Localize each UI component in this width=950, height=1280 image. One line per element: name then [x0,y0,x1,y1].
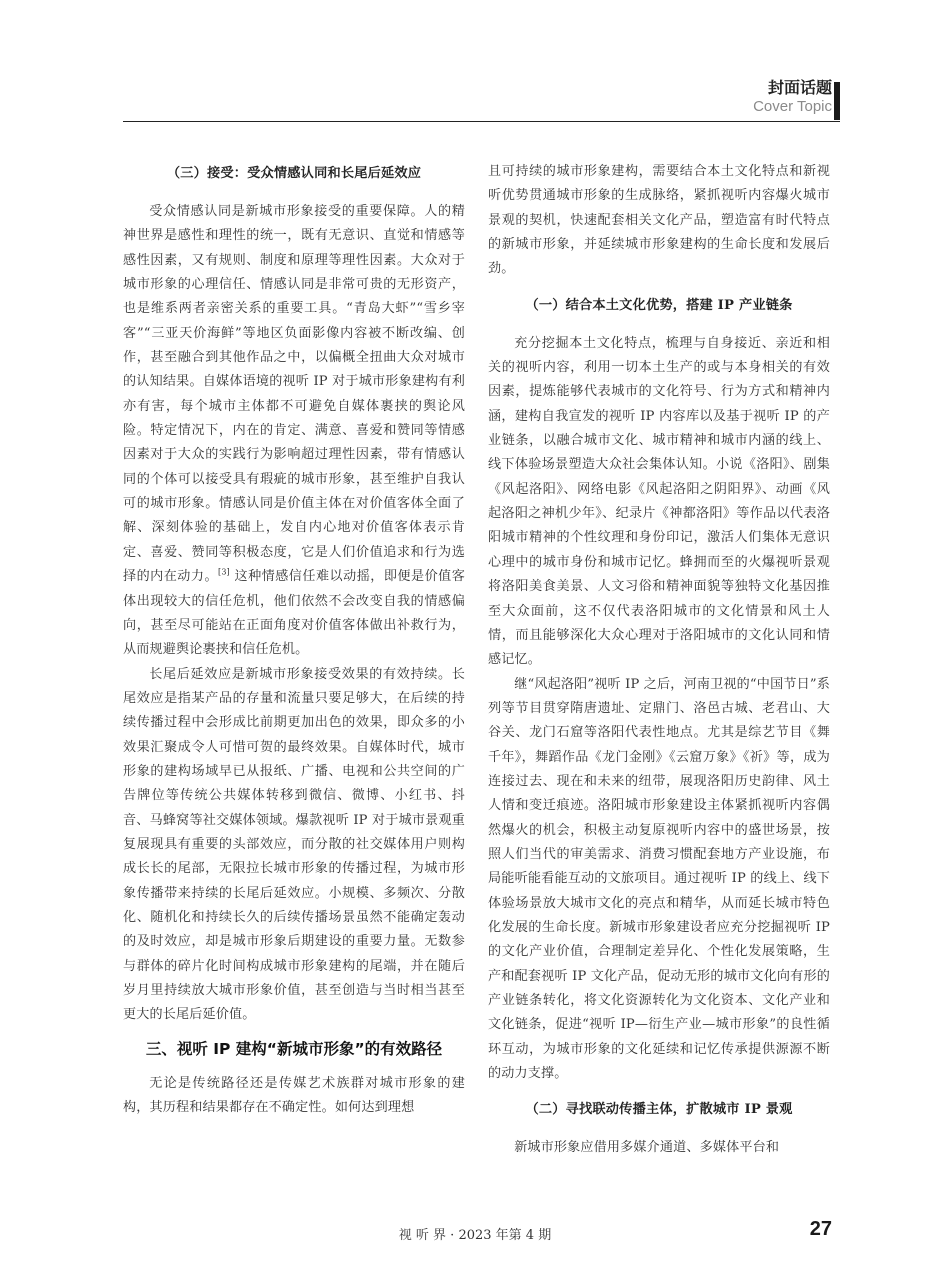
paragraph: 无论是传统路径还是传媒艺术族群对城市形象的建构，其历程和结果都存在不确定性。如何达到理想 [123,1075,465,1116]
subsection-heading: （一）结合本土文化优势，搭建 IP 产业链条 [525,297,793,313]
header-accent-bar [834,82,840,120]
citation-marker: [3] [218,567,230,577]
section-header [753,78,832,116]
section-heading: 三、视听 IP 建构“新城市形象”的有效路径 [145,1039,443,1058]
paragraph: 充分挖掘本土文化特点，梳理与自身接近、亲近和相关的视听内容，利用一切本土生产的或与本身相关的有效因素，提炼能够代表城市的文化符号、行为方式和精神内涵，建构自我宣发的视听 IP 内容库以及基于视听 IP 的产业链条，以融合城市文化、城市精神和城市内涵的线上、线下体验场景塑造大众社会集体认知。小说《洛阳》、剧集《风起洛阳》、网络电影《风起洛阳之阴阳界》、动画《风起洛阳之神机少年》、纪录片《神都洛阳》等作品以代表洛阳城市精神的个性纹理和身份印记，激活人们集体无意识心理中的城市身份和城市记忆。蜂拥而至的火爆视听景观将洛阳美食美景、人文习俗和精神面貌等独特文化基因推至大众面前，这不仅代表洛阳城市的文化情景和风土人情，而且能够深化大众心理对于洛阳城市的文化认同和情感记忆。 [488,335,830,668]
section-subtitle: Cover Topic [753,98,832,115]
subsection-heading: （三）接受：受众情感认同和长尾后延效应 [166,166,422,181]
paragraph: 继“风起洛阳”视听 IP 之后，河南卫视的“中国节日”系列等节目贯穿隋唐遗址、定鼎门、洛邑古城、老君山、大谷关、龙门石窟等洛阳代表性地点。尤其是综艺节目《舞千年》，舞蹈作品《龙门金刚》《云窟万象》《祈》等，成为连接过去、现在和未来的纽带，展现洛阳历史韵律、风土人情和变迁痕迹。洛阳城市形象建设主体紧抓视听内容偶然爆火的机会，积极主动复原视听内容中的盛世场景，按照人们当代的审美需求、消费习惯配套地方产业设施，布局能听能看能互动的文旅项目。通过视听 IP 的线上、线下体验场景放大城市文化的亮点和精华，从而延长城市特色化发展的生命长度。新城市形象建设者应充分挖掘视听 IP 的文化产业价值，合理制定差异化、个性化发展策略，生产和配套视听 IP 文化产品，促动无形的城市文化向有形的产业链条转化，将文化资源转化为文化资本、文化产业和文化链条，促进“视听 IP—衍生产业—城市形象”的良性循环互动，为城市形象的文化延续和记忆传承提供源源不断的动力支撑。 [488,676,830,1082]
paragraph: 新城市形象应借用多媒介通道、多媒体平台和 [514,1140,780,1156]
page-number: 27 [809,1218,832,1240]
subsection-heading: （二）寻找联动传播主体，扩散城市 IP 景观 [525,1102,793,1118]
journal-footer: 视 听 界 · 2023 年第 4 期 [398,1228,552,1243]
section-title: 封面话题 [767,78,832,97]
paragraph: 长尾后延效应是新城市形象接受效果的有效持续。长尾效应是指某产品的存量和流量只要足够大，在后续的持续传播过程中会形成比前期更加出色的效果，即众多的小效果汇聚成令人可惜可贺的最终效果。自媒体时代，城市形象的建构场域早已从报纸、广播、电视和公共空间的广告牌位等传统公共媒体转移到微信、微博、小红书、抖音、马蜂窝等社交媒体领域。爆款视听 IP 对于城市景观重复展现具有重要的头部效应，而分散的社交媒体用户则构成长长的尾部，无限拉长城市形象的传播过程，为城市形象传播带来持续的长尾后延效应。小规模、多频次、分散化、随机化和持续长久的后续传播场景虽然不能确定轰动的及时效应，却是城市形象后期建设的重要力量。无数参与群体的碎片化时间构成城市形象建构的尾端，并在随后岁月里持续放大城市形象价值，甚至创造与当时相当甚至更大的长尾后延价值。 [123,666,465,1023]
paragraph-text: 这种情感信任难以动摇，即便是价值客体出现较大的信任危机，他们依然不会改变自我的情感偏向，甚至尽可能站在正面角度对价值客体做出补救行为，从而规避舆论裹挟和信任危机。 [123,569,465,658]
left-column [123,160,465,1120]
paragraph [123,200,465,663]
right-column [488,160,830,1161]
paragraph-text: 受众情感认同是新城市形象接受的重要保障。人的精神世界是感性和理性的统一，既有无意识、直觉和情感等感性因素，又有规则、制度和原理等理性因素。大众对于城市形象的心理信任、情感认同是非常可贵的无形资产，也是维系两者亲密关系的重要工具。“青岛大虾”“雪乡宰客”“三亚天价海鲜”等地区负面影像内容被不断改编、创作，甚至融合到其他作品之中，以偏概全扭曲大众对城市的认知结果。自媒体语境的视听 IP 对于城市形象建构有利亦有害，每个城市主体都不可避免自媒体裹挟的舆论风险。特定情况下，内在的肯定、满意、喜爱和赞同等情感因素对于大众的实践行为影响超过理性因素，带有情感认同的个体可以接受具有瑕疵的城市形象，甚至维护自我认可的城市形象。情感认同是价值主体在对价值客体全面了解、深刻体验的基础上，发自内心地对价值客体表示肯定、喜爱、赞同等积极态度，它是人们价值追求和行为选择的内在动力。 [123,204,465,585]
paragraph: 且可持续的城市形象建构，需要结合本土文化特点和新视听优势贯通城市形象的生成脉络，紧抓视听内容爆火城市景观的契机，快速配套相关文化产品，塑造富有时代特点的新城市形象，并延续城市形象建构的生命长度和发展后劲。 [488,164,830,277]
header-rule [123,121,840,122]
